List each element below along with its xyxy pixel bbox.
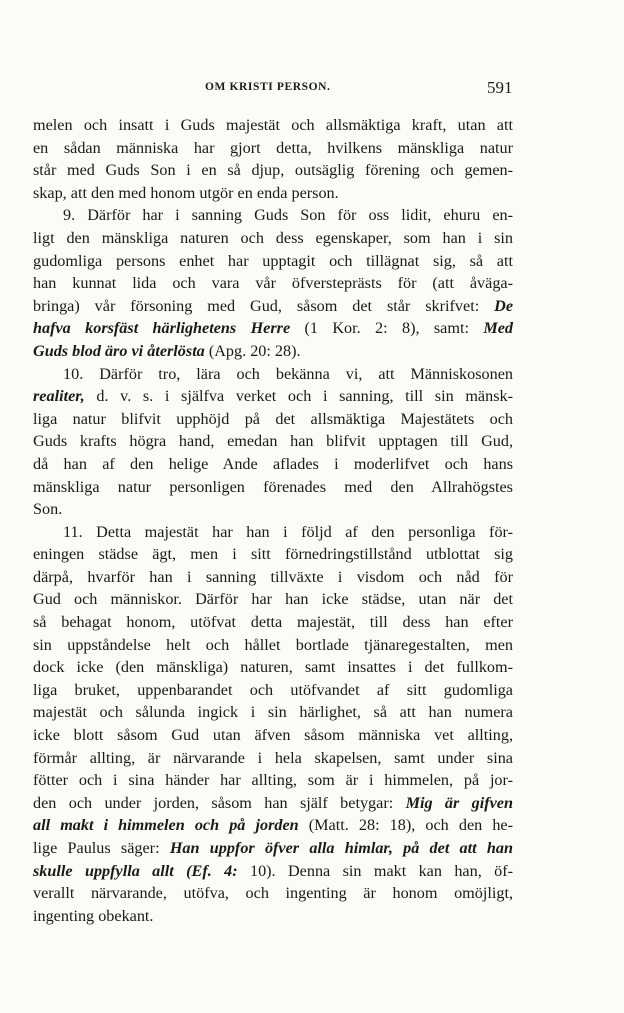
italic-text-segment: skulle uppfylla allt (Ef. 4: [33, 861, 238, 880]
text-line [33, 905, 513, 928]
text-segment: Gud och människor. Därför har han icke städse, utan när det [33, 590, 513, 609]
text-segment: förmår allting, är närvarande i hela skapelsen, samt under sina [33, 748, 513, 767]
text-line [33, 498, 513, 521]
text-line [33, 882, 513, 905]
italic-text-segment: hafva korsfäst härlighetens Herre [33, 319, 291, 338]
text-line [33, 408, 513, 431]
text-line [33, 182, 513, 205]
text-line [33, 114, 513, 137]
text-line [33, 476, 513, 499]
page-header [0, 78, 624, 100]
text-segment: dock icke (den mänskliga) naturen, samt insattes i det fullkom- [33, 658, 513, 677]
text-line [33, 159, 513, 182]
text-segment: eningen städse ägt, men i sitt förnedringstillstånd utblottat sig [33, 545, 513, 564]
text-line [33, 724, 513, 747]
running-title: OM KRISTI PERSON. [205, 81, 331, 93]
text-segment: icke blott såsom Gud utan äfven såsom människa vet allting, [33, 726, 513, 745]
text-line [33, 521, 513, 544]
text-segment: liga natur blifvit upphöjd på det allsmäktiga Majestätets och [33, 409, 513, 428]
italic-text-segment: Han uppfor öfver alla himlar, på det att han [169, 839, 513, 857]
text-segment: melen och insatt i Guds majestät och allsmäktiga kraft, utan att [33, 116, 513, 134]
text-line [33, 385, 513, 408]
italic-text-segment: De [494, 296, 513, 315]
text-line [33, 363, 513, 386]
text-segment: d. v. s. i själfva verket och i sanning, till sin mänsk- [84, 387, 513, 406]
text-line [33, 814, 513, 837]
text-segment: lige Paulus säger: [33, 839, 170, 857]
text-segment: då han af den helige Ande aflades i moderlifvet och hans [33, 454, 513, 473]
text-segment: så behagat honom, utöfvat detta majestät, till dess han efter [33, 613, 513, 632]
text-line [33, 543, 513, 566]
italic-text-segment: Guds blod äro vi återlösta [33, 341, 205, 360]
text-line [33, 701, 513, 724]
text-segment: 10). Denna sin makt kan han, öf- [237, 861, 514, 880]
text-segment: Guds krafts högra hand, emedan han blifvit upptagen till Gud, [33, 432, 513, 451]
text-line [33, 679, 513, 702]
text-line [33, 453, 513, 476]
text-segment: därpå, hvarför han i sanning tillväxte i visdom och nåd för [33, 567, 513, 586]
text-line [33, 634, 513, 657]
text-line [33, 340, 513, 363]
italic-text-segment: all makt i himmelen och på jorden [33, 816, 299, 835]
text-line [33, 250, 513, 273]
text-line [33, 656, 513, 679]
text-segment: mänskliga natur personligen förenades med den Allrahögstes [33, 477, 513, 496]
text-segment: han kunnat lida och vara vår öfversteprästs för (att åväga- [33, 274, 513, 293]
text-segment: gudomliga persons enhet har upptagit och tillägnat sig, så att [33, 251, 513, 270]
body-text [33, 114, 513, 927]
text-line [33, 204, 513, 227]
text-line [33, 430, 513, 453]
text-line [33, 317, 513, 340]
text-segment: sin uppståndelse helt och hållet bortlade tjänaregestalten, men [33, 635, 513, 654]
text-segment: den och under jorden, såsom han själf betygar: [33, 793, 406, 812]
text-segment: (Apg. 20: 28). [204, 341, 301, 360]
text-segment: fötter och i sina händer har allting, som är i himmelen, på jor- [33, 771, 513, 790]
italic-text-segment: Med [483, 319, 513, 338]
text-segment: ingenting obekant. [33, 906, 154, 925]
text-segment: 11. Detta majestät har han i följd af den personliga för- [63, 522, 513, 541]
text-line [33, 137, 513, 160]
text-segment: en sådan människa har gjort detta, hvilkens mänskliga natur [33, 138, 513, 157]
italic-text-segment: Mig är gifven [405, 793, 513, 812]
text-line [33, 792, 513, 815]
text-line [33, 272, 513, 295]
text-line [33, 747, 513, 770]
text-segment: ligt den mänskliga naturen och dess egenskaper, som han i sin [33, 228, 513, 247]
text-segment: verallt närvarande, utöfva, och ingenting är honom omöjligt, [33, 884, 513, 903]
text-line [33, 769, 513, 792]
italic-text-segment: realiter, [33, 387, 85, 406]
text-line [33, 837, 513, 860]
text-segment: majestät och sålunda ingick i sin härlighet, så att han numera [33, 703, 513, 722]
text-segment: bringa) vår försoning med Gud, såsom det står skrifvet: [33, 296, 495, 315]
text-line [33, 566, 513, 589]
text-segment: skap, att den med honom utgör en enda person. [33, 183, 339, 202]
page-number: 591 [487, 78, 513, 97]
text-line [33, 588, 513, 611]
text-segment: 9. Därför har i sanning Guds Son för oss lidit, ehuru en- [63, 206, 513, 225]
text-segment: Son. [33, 500, 63, 519]
text-line [33, 611, 513, 634]
text-line [33, 295, 513, 318]
text-segment: (Matt. 28: 18), och den he- [298, 816, 514, 835]
text-line [33, 860, 513, 883]
text-segment: (1 Kor. 2: 8), samt: [290, 319, 484, 338]
text-line [33, 227, 513, 250]
text-segment: 10. Därför tro, lära och bekänna vi, att Människosonen [63, 364, 513, 383]
text-segment: står med Guds Son i en så djup, outsäglig förening och gemen- [33, 161, 513, 180]
text-segment: liga bruket, uppenbarandet och utöfvandet af sitt gudomliga [33, 680, 513, 699]
